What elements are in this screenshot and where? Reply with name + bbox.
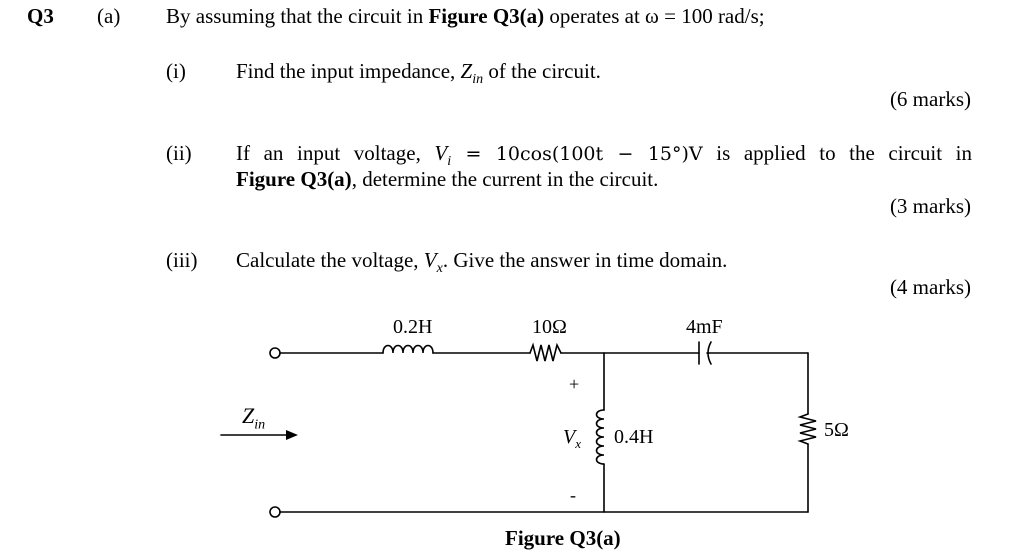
- zin-arrow-head: [286, 430, 298, 440]
- vx-subscript: x: [436, 261, 443, 277]
- part-label: (a): [97, 4, 121, 28]
- zin-label-sub: in: [254, 417, 266, 433]
- vx-plus-sign: +: [569, 374, 580, 394]
- subpart-ii-line2-tail: , determine the current in the circuit.: [351, 167, 659, 191]
- subpart-i-marks: (6 marks): [889, 87, 971, 111]
- vi-subscript: i: [447, 154, 452, 170]
- subpart-ii-figure-ref: Figure Q3(a): [236, 167, 352, 191]
- subpart-i-tail: of the circuit.: [483, 59, 601, 83]
- subpart-iii-lead: Calculate the voltage,: [236, 248, 424, 272]
- intro-figure-ref: Figure Q3(a): [428, 4, 545, 28]
- zin-subscript: in: [472, 72, 484, 88]
- input-terminal-top: [270, 348, 280, 358]
- series-resistor-symbol: [530, 345, 561, 361]
- label-series-resistor: 10Ω: [532, 316, 567, 338]
- shunt-inductor-symbol: [597, 410, 605, 464]
- label-shunt-inductor: 0.4H: [614, 426, 654, 448]
- vi-equation: = 10cos(100t − 15°)V: [451, 143, 703, 165]
- label-series-inductor: 0.2H: [393, 316, 433, 338]
- subpart-i-label: (i): [166, 59, 186, 83]
- intro-tail: operates at ω = 100 rad/s;: [544, 4, 765, 28]
- input-terminal-bottom: [270, 507, 280, 517]
- subpart-iii-marks: (4 marks): [889, 275, 971, 299]
- subpart-iii-label: (iii): [166, 248, 198, 272]
- load-resistor-symbol: [800, 414, 816, 444]
- subpart-i-lead: Find the input impedance,: [236, 59, 461, 83]
- label-load-resistor: 5Ω: [824, 419, 849, 441]
- subpart-iii-tail: . Give the answer in time domain.: [442, 248, 728, 272]
- zin-symbol: Z: [460, 59, 473, 83]
- intro-lead: By assuming that the circuit in: [166, 4, 429, 28]
- subpart-ii-lead: If an input voltage,: [236, 141, 435, 165]
- subpart-ii-line1-tail: is applied to the circuit in: [702, 141, 972, 165]
- question-number: Q3: [27, 4, 54, 28]
- figure-caption: Figure Q3(a): [505, 526, 621, 550]
- vx-label-sub: x: [575, 436, 581, 451]
- vx-symbol: V: [423, 248, 437, 272]
- vx-label: [563, 425, 581, 456]
- vx-minus-sign: -: [570, 485, 576, 505]
- vi-symbol: V: [434, 141, 448, 165]
- label-capacitor: 4mF: [686, 316, 723, 338]
- zin-label: [242, 404, 265, 437]
- subpart-ii-label: (ii): [166, 141, 192, 165]
- zin-label-main: Z: [242, 403, 255, 428]
- subpart-ii-marks: (3 marks): [889, 194, 971, 218]
- series-inductor-symbol: [383, 346, 433, 354]
- vx-label-main: V: [563, 426, 576, 448]
